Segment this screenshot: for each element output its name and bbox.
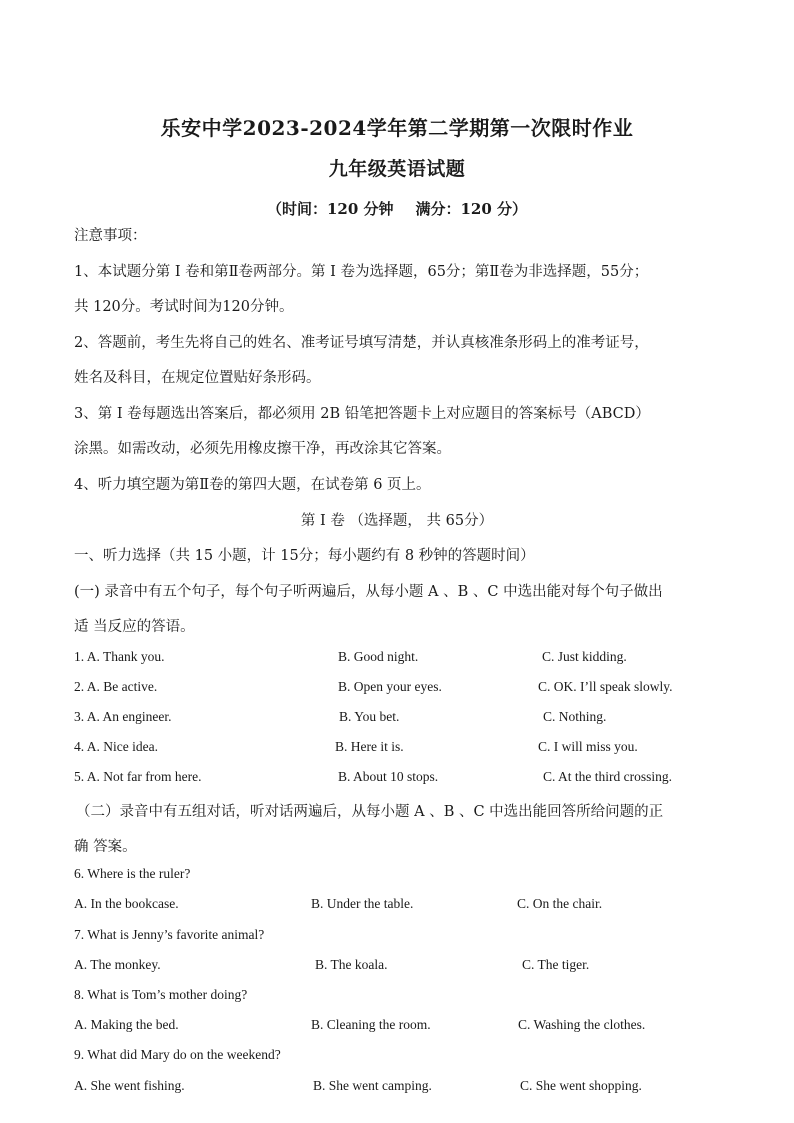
q9-option-a: A. She went fishing. <box>74 1078 185 1093</box>
q3-option-b: B. You bet. <box>339 709 400 724</box>
q4-option-c: C. I will miss you. <box>538 739 638 754</box>
q3-option-a: 3. A. An engineer. <box>74 709 172 724</box>
sub2-instruction-2: 确 答案。 <box>74 839 137 855</box>
q8-option-a: A. Making the bed. <box>74 1017 179 1032</box>
q7-option-a: A. The monkey. <box>74 957 161 972</box>
q5-option-a: 5. A. Not far from here. <box>74 769 202 784</box>
q6-question: 6. Where is the ruler? <box>74 866 191 881</box>
q9-option-c: C. She went shopping. <box>520 1078 642 1093</box>
note-item-3a: 3、第 I 卷每题选出答案后，都必须用 2B 铅笔把答题卡上对应题目的答案标号（ABCD） <box>74 406 650 422</box>
q2-option-a: 2. A. Be active. <box>74 679 158 694</box>
q6-option-a: A. In the bookcase. <box>74 896 179 911</box>
full-score: 满分：120 分） <box>415 200 528 218</box>
note-item-1a: 1、本试题分第 I 卷和第Ⅱ卷两部分。第 I 卷为选择题，65分；第Ⅱ卷为非选择题，55分； <box>74 264 649 280</box>
q4-option-a: 4. A. Nice idea. <box>74 739 158 754</box>
q8-option-b: B. Cleaning the room. <box>311 1017 431 1032</box>
exam-title: 乐安中学2023-2024学年第二学期第一次限时作业 <box>160 116 634 140</box>
sub1-instruction-1: (一) 录音中有五个句子，每个句子听两遍后，从每小题 A 、B 、C 中选出能对每个句子做出 <box>74 584 663 600</box>
time-score-line <box>0 198 794 219</box>
q9-option-b: B. She went camping. <box>313 1078 432 1093</box>
q6-option-c: C. On the chair. <box>517 896 603 911</box>
section-listening: 一、听力选择（共 15 小题，计 15分；每小题约有 8 秒钟的答题时间） <box>74 548 535 564</box>
q8-option-c: C. Washing the clothes. <box>518 1017 646 1032</box>
time-limit: （时间：120 分钟 <box>266 200 394 218</box>
q6-option-b: B. Under the table. <box>311 896 414 911</box>
q9-question: 9. What did Mary do on the weekend? <box>74 1047 281 1062</box>
q2-option-b: B. Open your eyes. <box>338 679 442 694</box>
note-item-2b: 姓名及科目，在规定位置贴好条形码。 <box>74 370 321 386</box>
q5-option-c: C. At the third crossing. <box>543 769 672 784</box>
exam-subtitle: 九年级英语试题 <box>328 158 466 180</box>
q3-option-c: C. Nothing. <box>543 709 607 724</box>
note-item-2a: 2、答题前，考生先将自己的姓名、准考证号填写清楚，并认真核准条形码上的准考证号， <box>74 335 649 351</box>
q1-option-b: B. Good night. <box>338 649 419 664</box>
q7-option-b: B. The koala. <box>315 957 388 972</box>
q8-question: 8. What is Tom’s mother doing? <box>74 987 248 1002</box>
sub2-instruction-1: （二）录音中有五组对话，听对话两遍后，从每小题 A 、B 、C 中选出能回答所给问题的正 <box>76 804 664 820</box>
note-item-4: 4、听力填空题为第Ⅱ卷的第四大题，在试卷第 6 页上。 <box>74 477 431 493</box>
note-item-3b: 涂黑。如需改动，必须先用橡皮擦干净，再改涂其它答案。 <box>74 441 451 457</box>
q4-option-b: B. Here it is. <box>335 739 404 754</box>
q1-option-c: C. Just kidding. <box>542 649 627 664</box>
sub1-instruction-2: 适 当反应的答语。 <box>74 619 195 635</box>
q1-option-a: 1. A. Thank you. <box>74 649 165 664</box>
notes-label: 注意事项： <box>74 228 147 244</box>
q7-option-c: C. The tiger. <box>522 957 590 972</box>
q2-option-c: C. OK. I’ll speak slowly. <box>538 679 673 694</box>
q5-option-b: B. About 10 stops. <box>338 769 439 784</box>
part-heading: 第 I 卷 （选择题， 共 65分） <box>300 513 494 529</box>
q7-question: 7. What is Jenny’s favorite animal? <box>74 927 265 942</box>
note-item-1b: 共 120分。考试时间为120分钟。 <box>74 299 294 315</box>
